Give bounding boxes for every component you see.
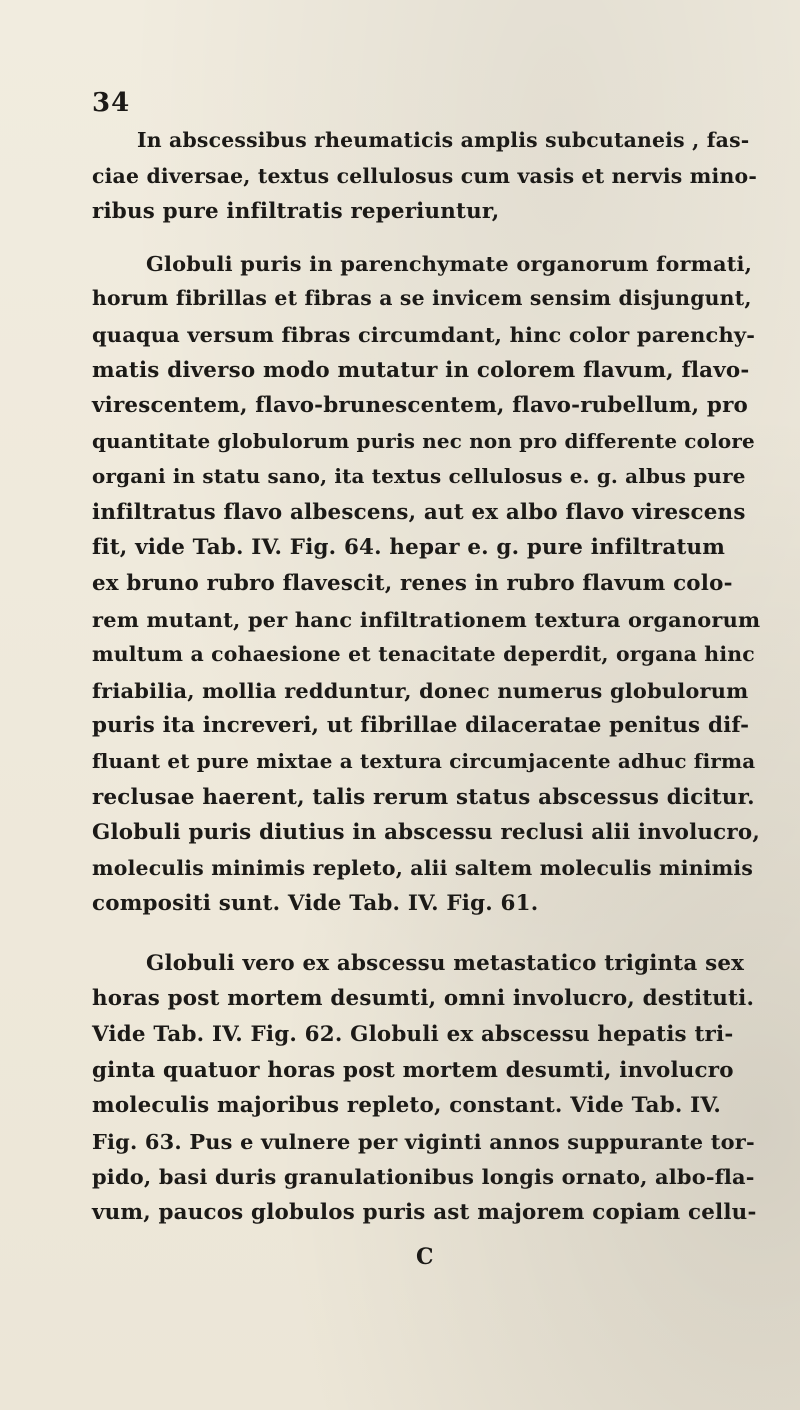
text-line: In abscessibus rheumaticis amplis subcutaneis , fas- xyxy=(137,128,750,152)
text-line: multum a cohaesione et tenacitate deperdit, organa hinc xyxy=(92,642,755,667)
text-line: ex bruno rubro flavescit, renes in rubro flavum colo- xyxy=(92,571,733,597)
page-number: 34 xyxy=(92,88,131,118)
text-line: vum, paucos globulos puris ast majorem copiam cellu- xyxy=(92,1200,757,1225)
text-line: reclusae haerent, talis rerum status abscessus dicitur. xyxy=(92,784,755,810)
text-line: Globuli puris diutius in abscessu reclusi alii involucro, xyxy=(92,820,760,846)
text-line: infiltratus flavo albescens, aut ex albo flavo virescens xyxy=(92,499,746,525)
text-line: friabilia, mollia redduntur, donec numerus globulorum xyxy=(92,677,749,703)
text-line: moleculis minimis repleto, alii saltem moleculis minimis xyxy=(92,855,754,880)
text-line: organi in statu sano, ita textus cellulosus e. g. albus pure xyxy=(92,464,746,489)
text-line: Vide Tab. IV. Fig. 62. Globuli ex abscessu hepatis tri- xyxy=(92,1022,734,1048)
text-line: compositi sunt. Vide Tab. IV. Fig. 61. xyxy=(92,891,539,917)
text-line: horas post mortem desumti, omni involucro, destituti. xyxy=(92,986,755,1012)
signature-mark: C xyxy=(416,1243,434,1270)
text-line: matis diverso modo mutatur in colorem flavum, flavo- xyxy=(92,357,750,383)
text-line: puris ita increveri, ut fibrillae dilaceratae penitus dif- xyxy=(92,713,750,739)
text-line: fit, vide Tab. IV. Fig. 64. hepar e. g. pure infiltratum xyxy=(92,535,726,561)
text-line: fluant et pure mixtae a textura circumjacente adhuc firma xyxy=(92,748,756,773)
text-line: horum fibrillas et fibras a se invicem sensim disjungunt, xyxy=(92,286,752,311)
text-line: quantitate globulorum puris nec non pro differente colore xyxy=(92,428,755,453)
text-line: rem mutant, per hanc infiltrationem textura organorum xyxy=(92,606,761,632)
text-line: ginta quatuor horas post mortem desumti, involucro xyxy=(92,1057,734,1083)
text-line: ribus pure infiltratis reperiuntur, xyxy=(92,199,500,225)
text-line: virescentem, flavo-brunescentem, flavo-rubellum, pro xyxy=(92,393,749,419)
text-line: Globuli vero ex abscessu metastatico triginta sex xyxy=(146,950,745,976)
text-line: pido, basi duris granulationibus longis ornato, albo-fla- xyxy=(92,1164,755,1190)
text-line: ciae diversae, textus cellulosus cum vasis et nervis mino- xyxy=(92,163,757,188)
text-line: quaqua versum fibras circumdant, hinc color parenchy- xyxy=(92,321,756,347)
text-line: moleculis majoribus repleto, constant. Vide Tab. IV. xyxy=(92,1093,722,1119)
text-line: Fig. 63. Pus e vulnere per viginti annos suppurante tor- xyxy=(92,1128,755,1154)
text-line: Globuli puris in parenchymate organorum formati, xyxy=(146,250,753,276)
